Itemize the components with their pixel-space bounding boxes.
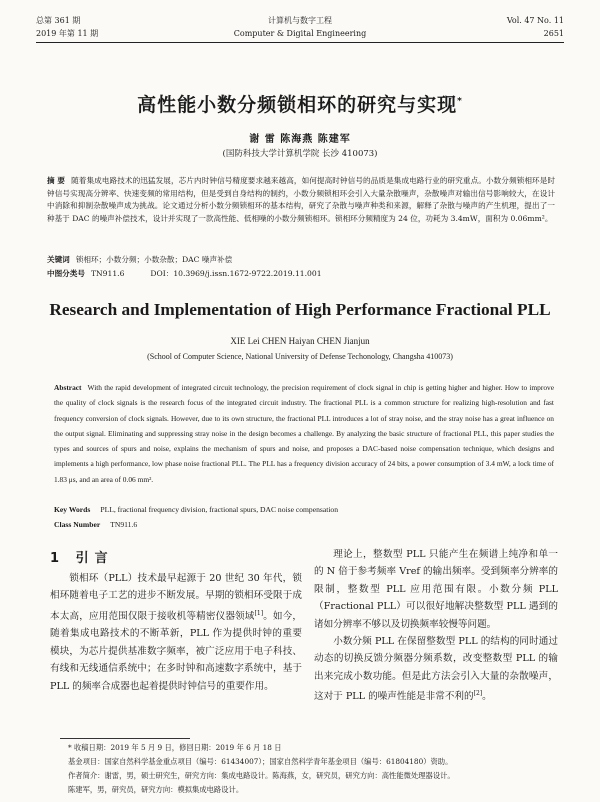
citation-1: [1] xyxy=(254,609,264,617)
abstract-cn-text: 随着集成电路技术的迅猛发展，芯片内时钟信号精度要求越来越高，如何提高时钟信号的品质是集成电路行业的研究重点。小数分频锁相环是时钟信号实现高分辨率、快速变频的常用结构，但是受到自身结构的制约，小数分频锁相环会引入大量杂散噪声，杂散噪声对输出信号影响较大，在设计中消除和抑制杂散噪声成为挑战。论文通过分析小数分频锁相环的基本结构，研究了杂散与噪声种类和来源，解释了杂散与噪声的产生机理，提出了一种基于 DAC 的噪声补偿技术，设计并实现了一款高性能、低相噪的小数分频锁相环。锁相环分频精度为 24 位，功耗为 3.4mW，面积为 0.06mm²。 xyxy=(47,176,555,223)
volume-info xyxy=(507,14,564,40)
header-rule xyxy=(36,42,564,43)
abstract-en-label: Abstract xyxy=(54,383,82,392)
footnote-rule xyxy=(60,738,190,739)
intro-paragraph-3-text: 小数分频 PLL 在保留整数型 PLL 的结构的同时通过动态的切换反馈分频器分频系数，改变整数型 PLL 的输出来完成小数功能。但是此方法会引入大量的杂散噪声，这对于 PLL 的噪声性能是非常不利的 xyxy=(314,636,558,703)
body-column-right xyxy=(314,546,558,706)
citation-2: [2] xyxy=(473,690,483,698)
title-cn xyxy=(40,90,560,117)
journal-name xyxy=(36,14,564,40)
title-cn-text: 高性能小数分频锁相环的研究与实现 xyxy=(137,94,458,116)
intro-paragraph-1: 锁相环（PLL）技术最早起源于 20 世纪 30 年代，锁相环随着电子工艺的进步不断发展。早期的锁相环受限于成本太高，应用范围仅限于接收机等精密仪器领域 xyxy=(50,573,302,622)
footnote-authors-cont: 陈建军，男，研究员，研究方向：模拟集成电路设计。 xyxy=(68,785,244,794)
footnote-received: * 收稿日期：2019 年 5 月 9 日，修回日期：2019 年 6 月 18 日 xyxy=(68,743,282,752)
journal-name-en: Computer & Digital Engineering xyxy=(233,29,367,38)
body-column-left xyxy=(50,570,302,695)
authors-cn: 谢 雷 陈海燕 陈建军 xyxy=(249,134,351,145)
title-en: Research and Implementation of High Performance Fractional PLL xyxy=(49,300,551,319)
issue-total: 总第 361 期 xyxy=(36,16,81,25)
classification-en-value: TN911.6 xyxy=(110,520,138,529)
volume-number: Vol. 47 No. 11 xyxy=(506,16,564,25)
journal-name-cn: 计算机与数字工程 xyxy=(268,16,332,25)
affiliation-en: (School of Computer Science, National University of Defense Techonology, Changsha 410073) xyxy=(147,352,453,361)
classification-cn-value: TN911.6 xyxy=(90,269,125,278)
running-header xyxy=(36,14,564,44)
classification-en xyxy=(54,520,554,529)
intro-paragraph-2: 理论上，整数型 PLL 只能产生在频谱上纯净和单一的 N 倍于参考频率 Vref 的输出频率。受到频率分辨率的限制，整数型 PLL 应用范围有限。小数分频 PLL（Fractional PLL）可以很好地解决整数型 PLL 遇到的诸如分辨率不够以及切换频率较慢等问题。 xyxy=(314,549,558,630)
intro-paragraph-3 xyxy=(314,633,558,706)
authors-en: XIE Lei CHEN Haiyan CHEN Jianjun xyxy=(230,336,370,346)
intro-paragraph-1-cont: 。如今，随着集成电路技术的不断革新，PLL 作为提供时钟的重要模块，为芯片提供基准数字频率，被广泛应用于电子科技、有线和无线通信系统中；在多时钟和高速数字系统中，基于 PLL 的频率合成器也起着提供时钟信号的重要作用。 xyxy=(50,611,303,692)
classification-cn xyxy=(47,268,555,279)
issue-year: 2019 年第 11 期 xyxy=(36,29,99,38)
page-number: 2651 xyxy=(543,29,564,38)
keywords-cn-label: 关键词 xyxy=(47,255,70,264)
footnote-authors: 作者简介：谢雷，男，硕士研究生，研究方向：集成电路设计。陈海燕，女，研究员，研究方向：高性能微处理器设计。 xyxy=(68,771,455,780)
title-footnote-mark: * xyxy=(457,96,463,107)
doi: DOI：10.3969/j.issn.1672-9722.2019.11.001 xyxy=(150,269,322,278)
classification-en-label: Class Number xyxy=(54,520,101,529)
affiliation-cn: (国防科技大学计算机学院 长沙 410073) xyxy=(222,149,378,159)
classification-cn-label: 中图分类号 xyxy=(47,269,85,278)
keywords-en-text: PLL, fractional frequency division, fractional spurs, DAC noise compensation xyxy=(100,505,339,514)
intro-paragraph-3-end: 。 xyxy=(482,691,492,703)
keywords-en-label: Key Words xyxy=(54,505,91,514)
section-heading: 1 引言 xyxy=(50,551,114,566)
abstract-cn xyxy=(47,175,555,225)
keywords-cn-text: 锁相环；小数分频；小数杂散；DAC 噪声补偿 xyxy=(75,255,233,264)
footnote-funding: 基金项目：国家自然科学基金重点项目（编号：61434007）；国家自然科学青年基金项目（编号：61804180）资助。 xyxy=(68,757,453,766)
abstract-en xyxy=(54,380,554,487)
abstract-cn-label: 摘 要 xyxy=(47,176,66,185)
keywords-en xyxy=(54,505,554,514)
keywords-cn xyxy=(47,254,555,265)
abstract-en-text: With the rapid development of integrated circuit technology, the precision requirement of clock signal in chip is getting higher and higher. How to improve the quality of clock signals is the research focus of the integrated circuit industry. The fractional PLL is a common structure for realizing high-resolution and fast frequency conversion of clock signals. However, due to its own structure, the fractional PLL introduces a lot of stray noise, and the stray noise has a great influence on the output signal. Eliminating and suppressing stray noise in the design becomes a challenge. By analyzing the basic structure of fractional PLL, this paper studies the types and sources of spurs and noise, explains the mechanism of spurs and noise, and proposes a DAC-based noise compensation technique, which designs and implements a high performance, low phase noise fractional PLL. The PLL has a frequency division accuracy of 24 bits, a power consumption of 3.4 mW, a lock time of 1.83 μs, and an area of 0.06 mm². xyxy=(54,383,554,484)
